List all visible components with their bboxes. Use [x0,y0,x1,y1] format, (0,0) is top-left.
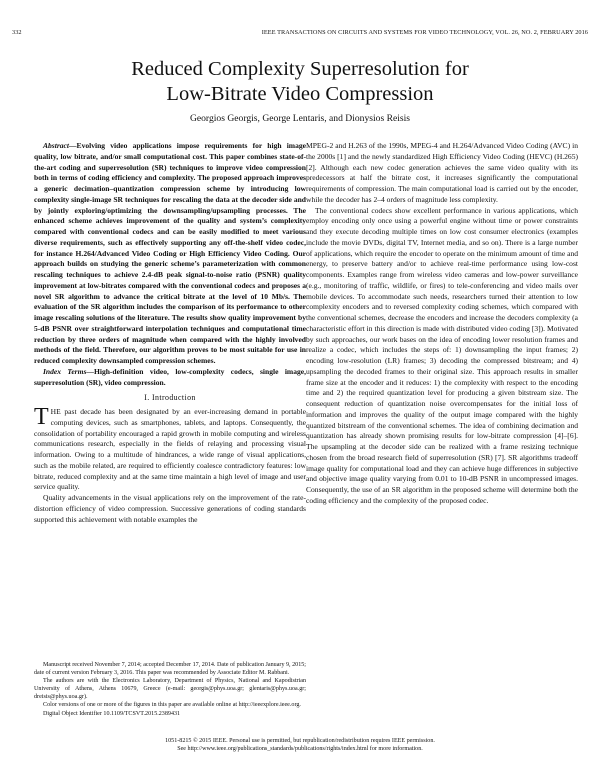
footnote-manuscript: Manuscript received November 7, 2014; accepted December 17, 2014. Date of publication January 9, 2015; date of current version February 3, 2016. This paper was recommended by Associate Editor M. Rabbani. [34,662,306,677]
section-heading: I. Introduction [144,393,196,403]
journal-header: IEEE TRANSACTIONS ON CIRCUITS AND SYSTEMS FOR VIDEO TECHNOLOGY, VOL. 26, NO. 2, FEBRUARY 2016 [261,29,588,36]
abstract-label: Abstract— [43,141,77,150]
title-line-1: Reduced Complexity Superresolution for [131,58,469,80]
index-terms-text: High-definition video, low-complexity codecs, single image, superresolution (SR), video compression. [34,366,306,387]
author-list: Georgios Georgis, George Lentaris, and Dionysios Reisis [189,113,411,124]
abstract-text: Evolving video applications impose requirements for high image quality, low bitrate, and/or small computational cost. This paper combines state-of-the-art coding and superresolution (SR) techniques to improve video compression both in terms of coding efficiency and complexity. The proposed approach improves a generic decimation–quantization compression scheme by introducing low complexity single-image SR techniques for rescaling the data at the decoder side and by jointly exploring/optimizing the downsampling/upsampling processes. The enhanced scheme achieves improvement of the quality and system’s complexity compared with conventional codecs and can be easily modified to meet various diverse requirements, such as effectively supporting any off-the-shelf video codec, for instance H.264/Advanced Video Coding or High Efficiency Video Coding. Our approach builds on studying the generic scheme’s parameterization with common rescaling techniques to achieve 2.4-dB peak signal-to-noise ratio (PSNR) quality improvement at low-bitrates compared with the conventional codecs and proposes a novel SR algorithm to advance the critical bitrate at the level of 10 Mb/s. The evaluation of the SR algorithm includes the comparison of its performance to other image rescaling solutions of the literature. The results show quality improvement by 5-dB PSNR over straightforward interpolation techniques and computational time reduction by three orders of magnitude when compared with the highly involved methods of the field. Therefore, our algorithm proves to be most suitable for use in reduced complexity downsampled compression schemes. [34,141,306,365]
title-line-2: Low-Bitrate Video Compression [166,83,434,105]
intro-paragraph-1 [34,404,306,493]
abstract [34,141,306,367]
footnote-doi: Digital Object Identifier 10.1109/TCSVT.2015.2389431 [43,710,181,717]
paper-title [0,57,600,107]
page-number: 332 [12,29,22,36]
running-header [12,29,588,39]
left-column [34,141,306,525]
copyright-line-1: 1051-8215 © 2015 IEEE. Personal use is permitted, but republication/redistribution requires IEEE permission. [165,738,435,744]
intro-p1-text: past decade has been designated by an ever-increasing demand in portable computing devices, such as smartphones, tablets, and laptops. Consequently, the consolidation of portability encouraged a rapid growth in mobile computing and wireless communications research, especially in the fields of relaying and processing visual information. Owing to a multitude of hindrances, a wide range of visual applications, such as the mobile related, are required to efficiently coalesce contradictory features: low bitrate, reduced complexity and at the same time maintain a high level of image and user service quality. [34,407,306,492]
copyright-line-2: See http://www.ieee.org/publications_standards/publications/rights/index.html for more information. [177,746,423,753]
intro-paragraph-3: The conventional codecs show excellent performance in various applications, which employ encoding only once using a powerful engine without time or power constraints and they execute decoding multiple times on low cost consumer electronics (examples include the movie DVDs, digital TV, Internet media, and so on). There is a large number of applications, which require the encoder to operate on the minimum amount of time and energy, to preserve battery and/or to achieve real-time performance using low-cost components. Examples range from wireless video cameras and low-power surveillance (e.g., monitoring of traffic, wildlife, or fires) to tele-conferencing and video mails over mobile devices. To accommodate such needs, researchers turned their attention to low complexity encoders and to reversed complexity coding schemes, which compared with the conventional schemes, decrease the encoders and increase the decoders complexity (a characteristic effort in this direction is made with distributed video coding [3]). Motivated by such approaches, our work bases on the idea of encoding lower resolution frames and realize a codec, which includes the steps of: 1) downsampling the input frames; 2) encoding low-resolution (LR) frames; 3) decoding the compressed bitstream; and 4) upsampling the decoded frames to their original size. This approach results in smaller frame size at the encoder and it reduces: 1) the complexity with respect to the encoding time and 2) the required quantization level for producing a given bitstream size. The consequent reduction of quantization noise overcompensates for the initial loss of information and improves the quality of the output image compared with the highly quantized bitstream of the conventional schemes. The idea of combining decimation and quantization has already shown promising results for low-bitrate compression [4]–[6]. The upsampling at the decoder side can be realized with a frame resizing technique chosen from the broad research field of superresolution (SR) [7]. SR algorithms tradeoff image quality for computational load and they can achieve huge differences in subjective and objective image quality varying from 0.01 to 10-dB PSNR in uncompressed images. Consequently, the use of an SR algorithm in the proposed scheme will determine both the coding efficiency and the complexity of the proposed codec. [306,205,578,505]
intro-paragraph-2-cont: MPEG-2 and H.263 of the 1990s, MPEG-4 and H.264/Advanced Video Coding (AVC) in the 2000s [1] and the newly standardized High Efficiency Video Coding (HEVC) (H.265) [2]. Although each new codec generation achieves the same video quality with its predecessors at half the bitrate cost, it increases significantly the computational requirements of compression. The main computational load is carried out by the encoder, while the decoder has 2–4 orders of magnitude less complexity. [306,141,578,204]
copyright-notice [0,737,600,753]
right-column [306,141,578,507]
index-terms [34,367,306,389]
footnotes [34,661,306,718]
intro-first-word: HE [50,407,61,416]
footnote-color: Color versions of one or more of the figures in this paper are available online at http://ieeexplore.ieee.org. [43,702,301,709]
footnote-affiliation: The authors are with the Electronics Laboratory, Department of Physics, National and Kapodistrian University of Athens, Athens 10679, Greece (e-mail: georgis@phys.uoa.gr; glentaris@phys.uoa.gr; dreisis@phys.uoa.gr). [34,678,306,701]
index-terms-label: Index Terms— [43,366,94,376]
drop-cap: T [34,404,49,430]
intro-paragraph-2: Quality advancements in the visual applications rely on the improvement of the rate-distortion efficiency of video compression. Successive generations of coding standards supported this achievement with notable examples the [34,493,306,524]
